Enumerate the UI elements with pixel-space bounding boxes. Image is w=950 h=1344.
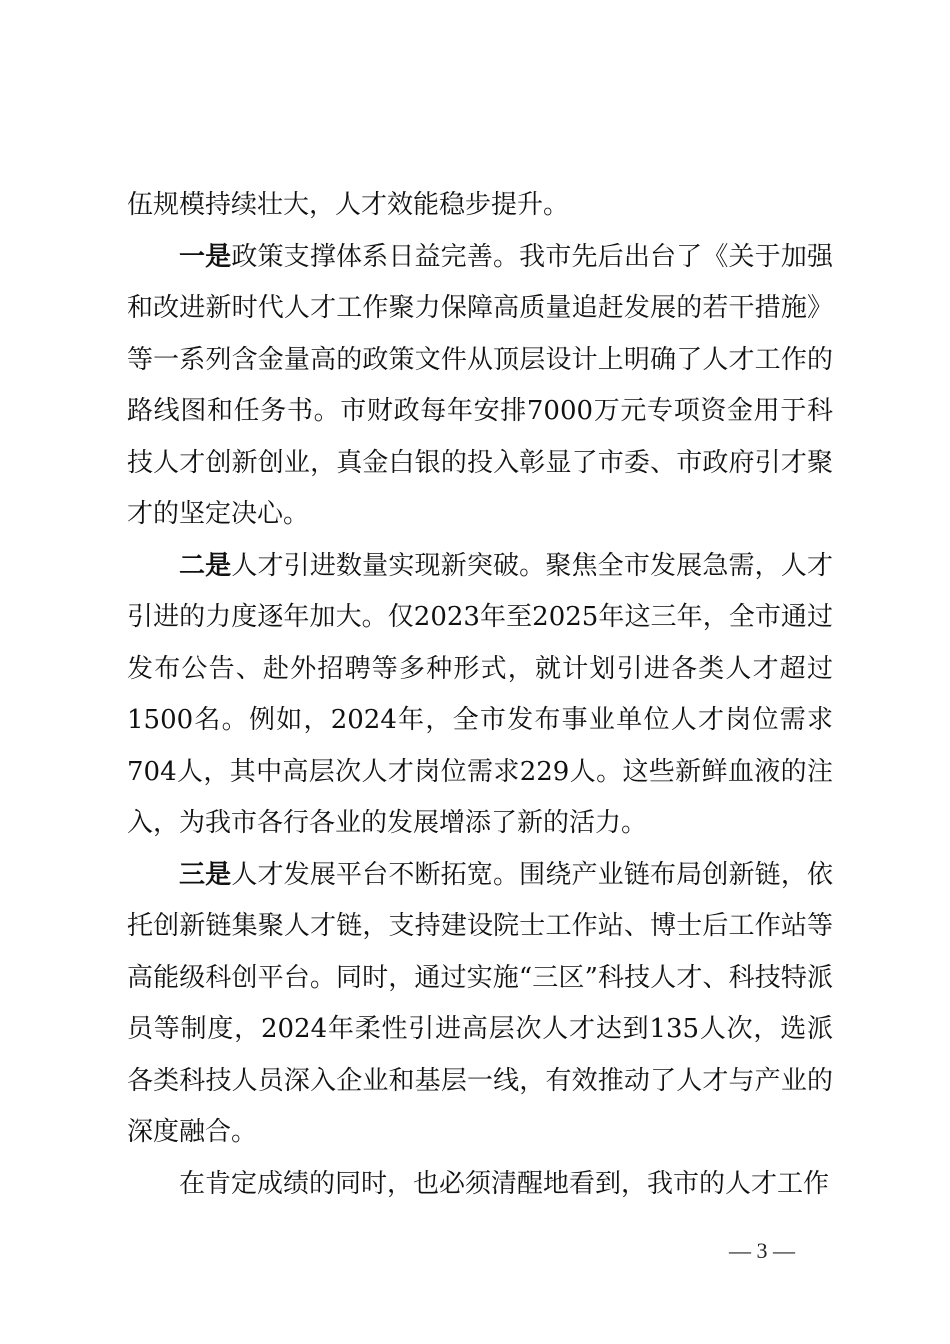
paragraph-text: 政策支撑体系日益完善。我市先后出台了《关于加强和改进新时代人才工作聚力保障高质量追赶发展的若干措施》等一系列含金量高的政策文件从顶层设计上明确了人才工作的路线图和任务书。市财政每年安排7000万元专项资金用于科技人才创新创业，真金白银的投入彰显了市委、市政府引才聚才的坚定决心。 bbox=[127, 241, 833, 529]
document-body bbox=[127, 180, 833, 1210]
paragraph-lead: 一是 bbox=[179, 241, 232, 272]
paragraph-talent-introduction bbox=[127, 541, 833, 850]
paragraph-text: 在肯定成绩的同时，也必须清醒地看到，我市的人才工作 bbox=[179, 1168, 830, 1199]
paragraph-policy-support bbox=[127, 232, 833, 541]
paragraph-text: 人才发展平台不断拓宽。围绕产业链布局创新链，依托创新链集聚人才链，支持建设院士工作站、博士后工作站等高能级科创平台。同时，通过实施“三区”科技人才、科技特派员等制度，2024年柔性引进高层次人才达到135人次，选派各类科技人员深入企业和基层一线，有效推动了人才与产业的深度融合。 bbox=[127, 859, 833, 1147]
page-number: — 3 — bbox=[729, 1238, 795, 1263]
paragraph-reflection bbox=[127, 1159, 833, 1211]
paragraph-text: 人才引进数量实现新突破。聚焦全市发展急需，人才引进的力度逐年加大。仅2023年至2025年这三年，全市通过发布公告、赴外招聘等多种形式，就计划引进各类人才超过1500名。例如，2024年，全市发布事业单位人才岗位需求704人，其中高层次人才岗位需求229人。这些新鲜血液的注入，为我市各行各业的发展增添了新的活力。 bbox=[127, 550, 833, 838]
paragraph-continuation bbox=[127, 180, 833, 232]
paragraph-lead: 三是 bbox=[179, 859, 232, 890]
paragraph-lead: 二是 bbox=[179, 550, 232, 581]
paragraph-development-platform bbox=[127, 850, 833, 1159]
paragraph-text: 伍规模持续壮大，人才效能稳步提升。 bbox=[127, 190, 570, 220]
